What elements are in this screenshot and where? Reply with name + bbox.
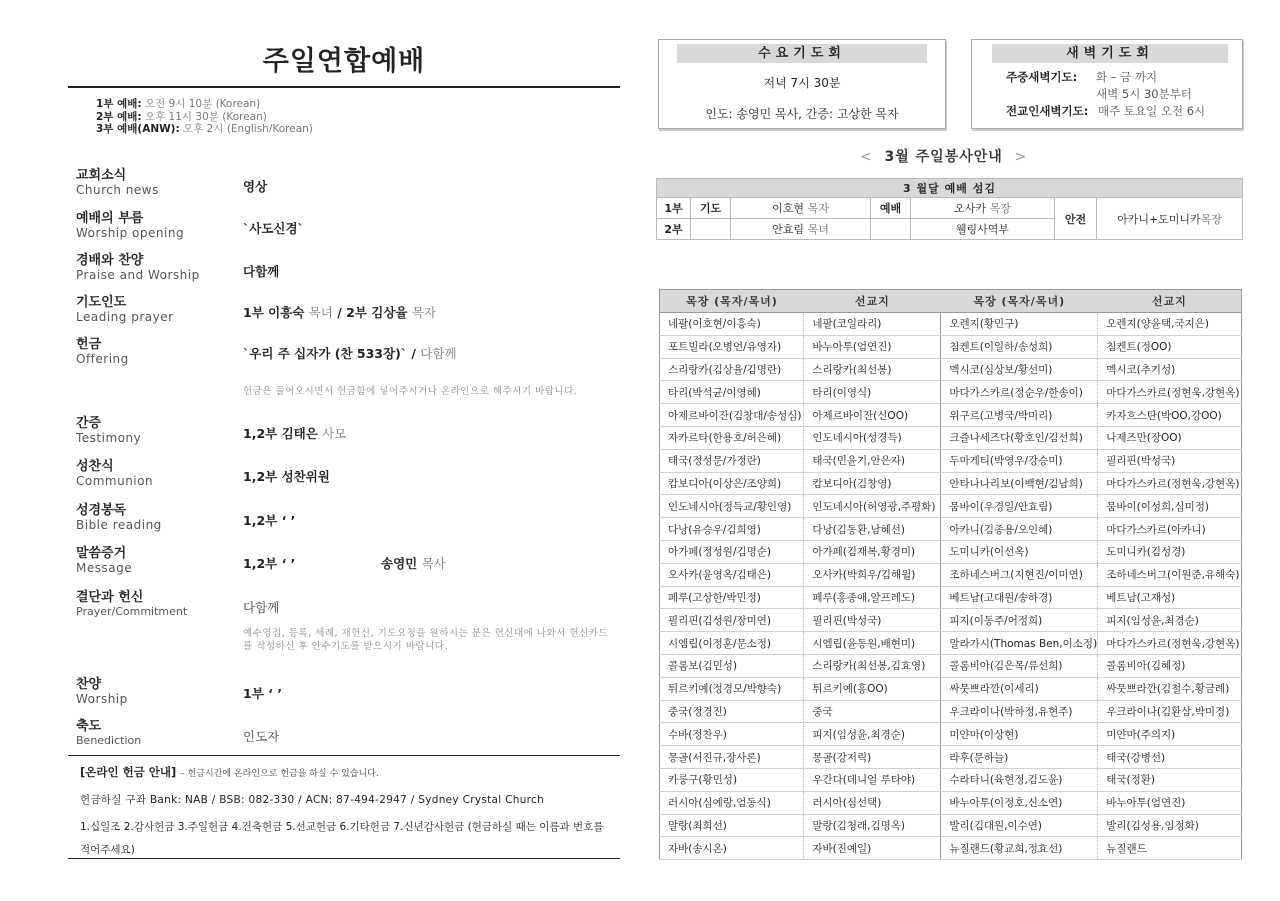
table-cell: 필리핀(박성국) [804, 609, 941, 632]
table-cell: 아제르바이잔(신OO) [804, 404, 941, 427]
table-cell: 멕시코(추기성) [1098, 358, 1242, 381]
table-cell: 자바(송시온) [660, 837, 804, 860]
wednesday-prayer-leaders: 인도: 송영민 목사, 간증: 고상한 목자 [705, 107, 899, 121]
table-cell: 말랑(김청래,김명옥) [804, 814, 941, 837]
order-item-leading-prayer: 기도인도 Leading prayer 1부 이흥숙 목녀 / 2부 김상율 목자 [76, 295, 436, 324]
table-cell: 아카니(김종용/오인혜) [941, 518, 1098, 541]
table-row [660, 700, 1242, 723]
table-cell: 나제즈만(장OO) [1098, 426, 1242, 449]
order-item-benediction: 축도 Benediction 인도자 [76, 719, 280, 747]
table-cell: 발리(김성용,임정화) [1098, 814, 1242, 837]
table-cell: 콜롬비아(김혜정) [1098, 654, 1242, 677]
table-row [660, 609, 1242, 632]
table-cell: 조하네스버그(이원준,유해숙) [1098, 563, 1242, 586]
table-cell: 피지(임성윤,최경순) [804, 723, 941, 746]
table-cell: 침켄트(정OO) [1098, 335, 1242, 358]
table-cell: 콜롬비아(김은목/류선희) [941, 654, 1098, 677]
table-cell: 안타나나리보(이백현/김남희) [941, 472, 1098, 495]
table-row [660, 313, 1242, 336]
table-cell: 도미니카(김성경) [1098, 540, 1242, 563]
table-cell: 우크라이나(박하정,유현주) [941, 700, 1098, 723]
table-cell: 오사카(윤영옥/김태은) [660, 563, 804, 586]
table-cell: 베트남(고대원/송하경) [941, 586, 1098, 609]
table-row [660, 768, 1242, 791]
table-cell: 수라타니(육현정,김도윤) [941, 768, 1098, 791]
table-row [660, 723, 1242, 746]
table-cell: 멕시코(심상보/황선미) [941, 358, 1098, 381]
table-cell: 자카르타(한용호/허은혜) [660, 426, 804, 449]
table-cell: 네팔(이호현/이흥숙) [660, 313, 804, 336]
table-row [660, 518, 1242, 541]
table-cell: 태국(정성문/가정란) [660, 449, 804, 472]
table-cell: 네팔(코일라리) [804, 313, 941, 336]
service-guide-title: < 3월 주일봉사안내 > [860, 149, 1028, 165]
table-cell: 타리(박석균/이영혜) [660, 381, 804, 404]
order-item-bible-reading: 성경봉독 Bible reading 1,2부 ‘ ’ [76, 503, 296, 532]
bank-account: 헌금하실 구좌 Bank: NAB / BSB: 082-330 / ACN: 87-494-2947 / Sydney Crystal Church [80, 794, 545, 806]
title-divider [68, 86, 620, 88]
table-cell: 필리핀(김성원/장미연) [660, 609, 804, 632]
mission-table [659, 289, 1242, 860]
weekday-dawn-time: 새벽 5시 30분부터 [1096, 87, 1192, 101]
table-cell: 미얀마(이상현) [941, 723, 1098, 746]
order-item-testimony: 간증 Testimony 1,2부 김태은 사모 [76, 416, 347, 445]
table-cell: 카자흐스탄(박OO,강OO) [1098, 404, 1242, 427]
table-cell: 인도네시아(허영광,주평화) [804, 495, 941, 518]
commitment-note: 예수영접, 등록, 세례, 재헌신, 기도요청을 원하시는 분은 헌신대에 나와서 헌신카드를 작성하신 후 안수기도를 받으시기 바랍니다. [243, 628, 609, 652]
order-item-praise: 경배와 찬양 Praise and Worship 다함께 [76, 253, 280, 282]
table-cell: 싸뭇쁘라깐(이세리) [941, 677, 1098, 700]
table-cell: 인도네시아(정득교/황인영) [660, 495, 804, 518]
table-row [660, 358, 1242, 381]
table-cell: 피지(임성윤,최경순) [1098, 609, 1242, 632]
table-cell: 라후(문하늘) [941, 746, 1098, 769]
table-cell: 러시아(심선택) [804, 791, 941, 814]
table-cell: 오사카(박희우/김해윌) [804, 563, 941, 586]
table-cell: 시엠립(이정훈/문소정) [660, 632, 804, 655]
table-cell: 뉴질랜드 [1098, 837, 1242, 860]
table-cell: 바누아투(엄연진) [1098, 791, 1242, 814]
table-cell: 아가페(정성원/김명순) [660, 540, 804, 563]
table-cell: 마다가스카르(아카니) [1098, 518, 1242, 541]
column-header: 선교지 [1098, 290, 1242, 313]
table-cell: 캄보디아(김창영) [804, 472, 941, 495]
table-row [660, 632, 1242, 655]
table-row [660, 335, 1242, 358]
table-cell: 발리(김대원,이수연) [941, 814, 1098, 837]
table-cell: 스리랑카(최선봉,김효영) [804, 654, 941, 677]
service-time-2: 2부 예배: 오후 11시 30분 (Korean) [96, 110, 267, 123]
table-row [660, 540, 1242, 563]
table-cell: 스리랑카(최선봉) [804, 358, 941, 381]
table-cell: 우간다(데니얼 루타야) [804, 768, 941, 791]
table-cell: 우크라이나(김환삼,박미경) [1098, 700, 1242, 723]
table-cell: 침켄트(이일하/송성희) [941, 335, 1098, 358]
table-cell: 시엠립(윤동원,배현미) [804, 632, 941, 655]
table-cell: 피지(이동주/어정희) [941, 609, 1098, 632]
table-cell: 베트남(고재성) [1098, 586, 1242, 609]
table-cell: 태국(강병선) [1098, 746, 1242, 769]
table-cell: 자바(진예일) [804, 837, 941, 860]
table-row [660, 677, 1242, 700]
column-header: 목장 (목자/목녀) [941, 290, 1098, 313]
table-row [660, 449, 1242, 472]
table-row [660, 746, 1242, 769]
bulletin-page [68, 40, 620, 136]
wednesday-prayer-box [658, 39, 946, 129]
table-cell: 튀르키예(홍OO) [804, 677, 941, 700]
table-cell: 중국 [804, 700, 941, 723]
table-cell: 말라가시(Thomas Ben,이소정) [941, 632, 1098, 655]
offering-types: 1.십일조 2.감사헌금 3.주일헌금 4.건축헌금 5.선교헌금 6.기타헌금 7.신년감사헌금 (헌금하실 때는 이름과 번호를 적어주세요) [80, 821, 604, 856]
table-cell: 도미니카(이선옥) [941, 540, 1098, 563]
table-cell: 뭄바이(우경일/안효림) [941, 495, 1098, 518]
table-cell: 러시아(심예랑,엄동식) [660, 791, 804, 814]
table-cell: 미얀마(주의지) [1098, 723, 1242, 746]
table-cell: 바누아투(이정호,신소연) [941, 791, 1098, 814]
table-cell: 마다가스카르(정현욱,강현옥) [1098, 632, 1242, 655]
order-item-offering: 헌금 Offering `우리 주 십자가 (찬 533장)` / 다함께 [76, 337, 457, 366]
table-cell: 다낭(김동환,남혜선) [804, 518, 941, 541]
march-table-header: 3 월달 예배 섬김 [657, 179, 1243, 198]
table-cell: 두마게티(박영우/강승미) [941, 449, 1098, 472]
table-row [660, 563, 1242, 586]
table-cell: 아가페(김재복,황경미) [804, 540, 941, 563]
table-cell: 인도네시아(성경득) [804, 426, 941, 449]
table-cell: 다낭(유승우/김희영) [660, 518, 804, 541]
table-cell: 캄보디아(이상은/조양희) [660, 472, 804, 495]
table-cell: 말랑(최희선) [660, 814, 804, 837]
order-item-worship-opening: 예배의 부름 Worship opening `사도신경` [76, 211, 304, 240]
service-times [96, 98, 620, 136]
table-cell: 페루(고상한/박민정) [660, 586, 804, 609]
table-cell: 페루(홍종애,알프레도) [804, 586, 941, 609]
all-dawn-row: 전교인새벽기도: 매주 토요일 오전 6시 [1006, 104, 1206, 118]
table-cell: 몽골(강저릭) [804, 746, 941, 769]
online-offering-heading: [온라인 헌금 안내] [80, 765, 177, 779]
table-cell: 콜롬보(김민성) [660, 654, 804, 677]
table-cell: 튀르키예(정경모/박향숙) [660, 677, 804, 700]
table-row: 2부 안효림 목녀 웰링사역부 [657, 219, 1243, 240]
table-cell: 오렌지(양윤택,국지은) [1098, 313, 1242, 336]
order-item-worship: 찬양 Worship 1부 ‘ ’ [76, 677, 282, 706]
order-item-church-news: 교회소식 Church news 영상 [76, 168, 268, 197]
wednesday-prayer-time: 저녁 7시 30분 [763, 76, 841, 90]
table-cell: 스리랑카(김상율/김명란) [660, 358, 804, 381]
wednesday-prayer-title: 수요기도회 [677, 44, 927, 63]
table-row [660, 814, 1242, 837]
table-cell: 뉴질랜드(황교희,정효선) [941, 837, 1098, 860]
table-cell: 뭄바이(이성희,심미정) [1098, 495, 1242, 518]
table-cell: 포트빌라(오병언/유영자) [660, 335, 804, 358]
order-item-message: 말씀증거 Message 1,2부 ‘ ’ 송영민 목사 [76, 546, 446, 575]
table-cell: 카룽구(황민성) [660, 768, 804, 791]
table-row [660, 404, 1242, 427]
page-title: 주일연합예배 [262, 46, 426, 77]
table-row [660, 381, 1242, 404]
dawn-prayer-title: 새벽기도회 [992, 44, 1228, 63]
table-cell: 크즐나세즈다(황호인/김선희) [941, 426, 1098, 449]
service-time-3: 3부 예배(ANW): 오후 2시 (English/Korean) [96, 123, 313, 135]
table-row [660, 472, 1242, 495]
table-cell: 아제르바이잔(김창대/송성심) [660, 404, 804, 427]
table-cell: 바누아투(엄연진) [804, 335, 941, 358]
weekday-dawn-row: 주중새벽기도: 화 – 금 까지 [1006, 70, 1158, 84]
table-row [660, 837, 1242, 860]
table-cell: 위구르(고병국/박미리) [941, 404, 1098, 427]
table-cell: 마다가스카르(정순우/한송이) [941, 381, 1098, 404]
table-cell: 수바(정찬우) [660, 723, 804, 746]
online-offering-box: [온라인 헌금 안내] – 헌금시간에 온라인으로 헌금을 하실 수 있습니다. 헌금하실 구좌 Bank: NAB / BSB: 082-330 / ACN: 87-494-2947 / Sydney Crystal Church 1.십일조 2.감사헌금 3.주일헌금 4.건축헌금 5.선교헌금 6.기타헌금 7.신년감사헌금 (헌금하실 때는 이름과 번호를 적어주세요) [68, 755, 620, 859]
table-row: 1부 기도 이호현 목자 예배 오사카 목장 안전 아카니+도미니카목장 [657, 198, 1243, 219]
table-cell: 마다가스카르(정현욱,강현옥) [1098, 381, 1242, 404]
table-cell: 필리핀(박성국) [1098, 449, 1242, 472]
table-row [660, 586, 1242, 609]
table-row [660, 495, 1242, 518]
table-cell: 태국(민윤기,안은자) [804, 449, 941, 472]
table-cell: 조하네스버그(지현진/이미연) [941, 563, 1098, 586]
table-row [660, 791, 1242, 814]
offering-note: 헌금은 들어오시면서 헌금함에 넣어주시거나 온라인으로 해주시기 바랍니다. [243, 386, 578, 397]
column-header: 목장 (목자/목녀) [660, 290, 804, 313]
dawn-prayer-box [971, 39, 1243, 129]
march-service-table [656, 178, 1243, 240]
order-item-communion: 성찬식 Communion 1,2부 성찬위원 [76, 459, 330, 488]
table-row [660, 654, 1242, 677]
table-cell: 태국(정환) [1098, 768, 1242, 791]
table-cell: 몽골(서진규,장사론) [660, 746, 804, 769]
service-time-1: 1부 예배: 오전 9시 10분 (Korean) [96, 98, 261, 110]
table-cell: 타리(이영식) [804, 381, 941, 404]
column-header: 선교지 [804, 290, 941, 313]
table-cell: 오렌지(황민구) [941, 313, 1098, 336]
table-cell: 싸뭇쁘라깐(김철수,황금례) [1098, 677, 1242, 700]
table-cell: 중국(정경진) [660, 700, 804, 723]
table-row [660, 426, 1242, 449]
order-item-commitment: 결단과 헌신 Prayer/Commitment 다함께 [76, 590, 280, 618]
table-cell: 마다가스카르(정현욱,강현옥) [1098, 472, 1242, 495]
